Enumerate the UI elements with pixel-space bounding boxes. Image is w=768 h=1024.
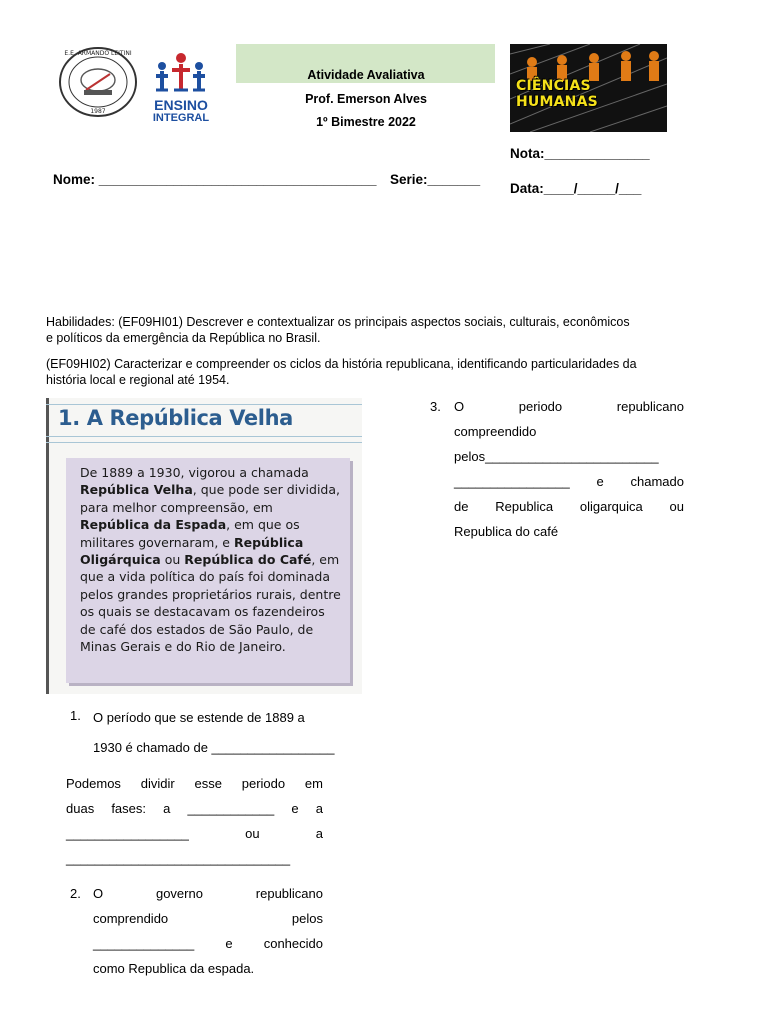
- question-1-line: 1930 é chamado de _________________: [93, 740, 335, 755]
- textbook-paragraph: De 1889 a 1930, vigorou a chamada República Velha, que pode ser dividida, para melhor compreensão, em República da Espada, em que os militares governaram, e República Oligárquica ou República do Café, em que a vida política do país foi dominada pelos grandes proprietários rurais, dentre os quais se destacavam os fazendeiros de café dos estados de São Paulo, de Minas Gerais e do Rio de Janeiro.: [80, 465, 341, 655]
- school-seal-logo: [58, 46, 138, 118]
- question-2-line: comprendido pelos: [93, 911, 323, 926]
- activity-title: Atividade Avaliativa: [307, 68, 425, 82]
- question-2-number: 2.: [70, 886, 81, 901]
- integral-text: INTEGRAL: [152, 112, 210, 122]
- question-3-line: O periodo republicano: [454, 399, 684, 414]
- question-3-line: pelos________________________: [454, 449, 659, 464]
- ciencias-humanas-banner: [510, 44, 667, 132]
- question-2-line: como Republica da espada.: [93, 961, 255, 976]
- banner-text: CIÊNCIAS HUMANAS: [516, 78, 598, 110]
- ensino-integral-logo: [148, 50, 214, 122]
- question-3: [430, 394, 684, 544]
- question-3-line: de Republica oligarquica ou: [454, 499, 684, 514]
- q1b-line: Podemos dividir esse periodo em: [66, 776, 323, 791]
- question-1-continuation: [66, 771, 323, 871]
- question-2-line: O governo republicano: [93, 886, 323, 901]
- question-3-line: Republica do café: [454, 524, 559, 539]
- nome-field[interactable]: Nome: _____________________________________: [53, 172, 377, 187]
- nota-field[interactable]: Nota:______________: [510, 146, 650, 161]
- question-2-line: ______________ e conhecido: [93, 936, 323, 951]
- bimester: 1º Bimestre 2022: [316, 115, 416, 129]
- skills-block: [46, 314, 726, 388]
- skills-line: (EF09HI02) Caracterizar e compreender os ciclos da história republicana, identificando particularidades da: [46, 357, 637, 371]
- q1b-word: a: [315, 826, 323, 841]
- textbook-excerpt-image: [46, 398, 362, 694]
- textbook-text-box: [66, 458, 350, 683]
- question-3-line: compreendido: [454, 424, 537, 439]
- question-3-line: ________________ e chamado: [454, 474, 684, 489]
- q1b-blank: _________________: [66, 826, 189, 841]
- serie-field[interactable]: Serie:_______: [390, 172, 481, 187]
- ensino-text: ENSINO: [154, 97, 208, 113]
- data-field[interactable]: Data:____/_____/___: [510, 181, 642, 196]
- seal-text: E.E. ARMANDO LEITINI: [64, 50, 132, 57]
- question-1: [70, 703, 370, 763]
- textbook-title: 1. A República Velha: [58, 406, 293, 430]
- header-box: [236, 44, 496, 134]
- question-3-number: 3.: [430, 399, 441, 414]
- q1b-line: [66, 821, 323, 846]
- skills-line: história local e regional até 1954.: [46, 373, 230, 387]
- q1b-line: _______________________________: [66, 851, 291, 866]
- seal-year: 1987: [90, 108, 106, 115]
- question-1-line: O período que se estende de 1889 a: [93, 710, 305, 725]
- skills-line: Habilidades: (EF09HI01) Descrever e contextualizar os principais aspectos sociais, culturais, econômicos: [46, 315, 630, 329]
- teacher-name: Prof. Emerson Alves: [305, 92, 427, 106]
- skills-line: e políticos da emergência da República no Brasil.: [46, 331, 321, 345]
- q1b-line: duas fases: a ____________ e a: [66, 801, 323, 816]
- question-2: [70, 881, 323, 981]
- q1b-word: ou: [245, 826, 260, 841]
- question-1-number: 1.: [70, 708, 81, 723]
